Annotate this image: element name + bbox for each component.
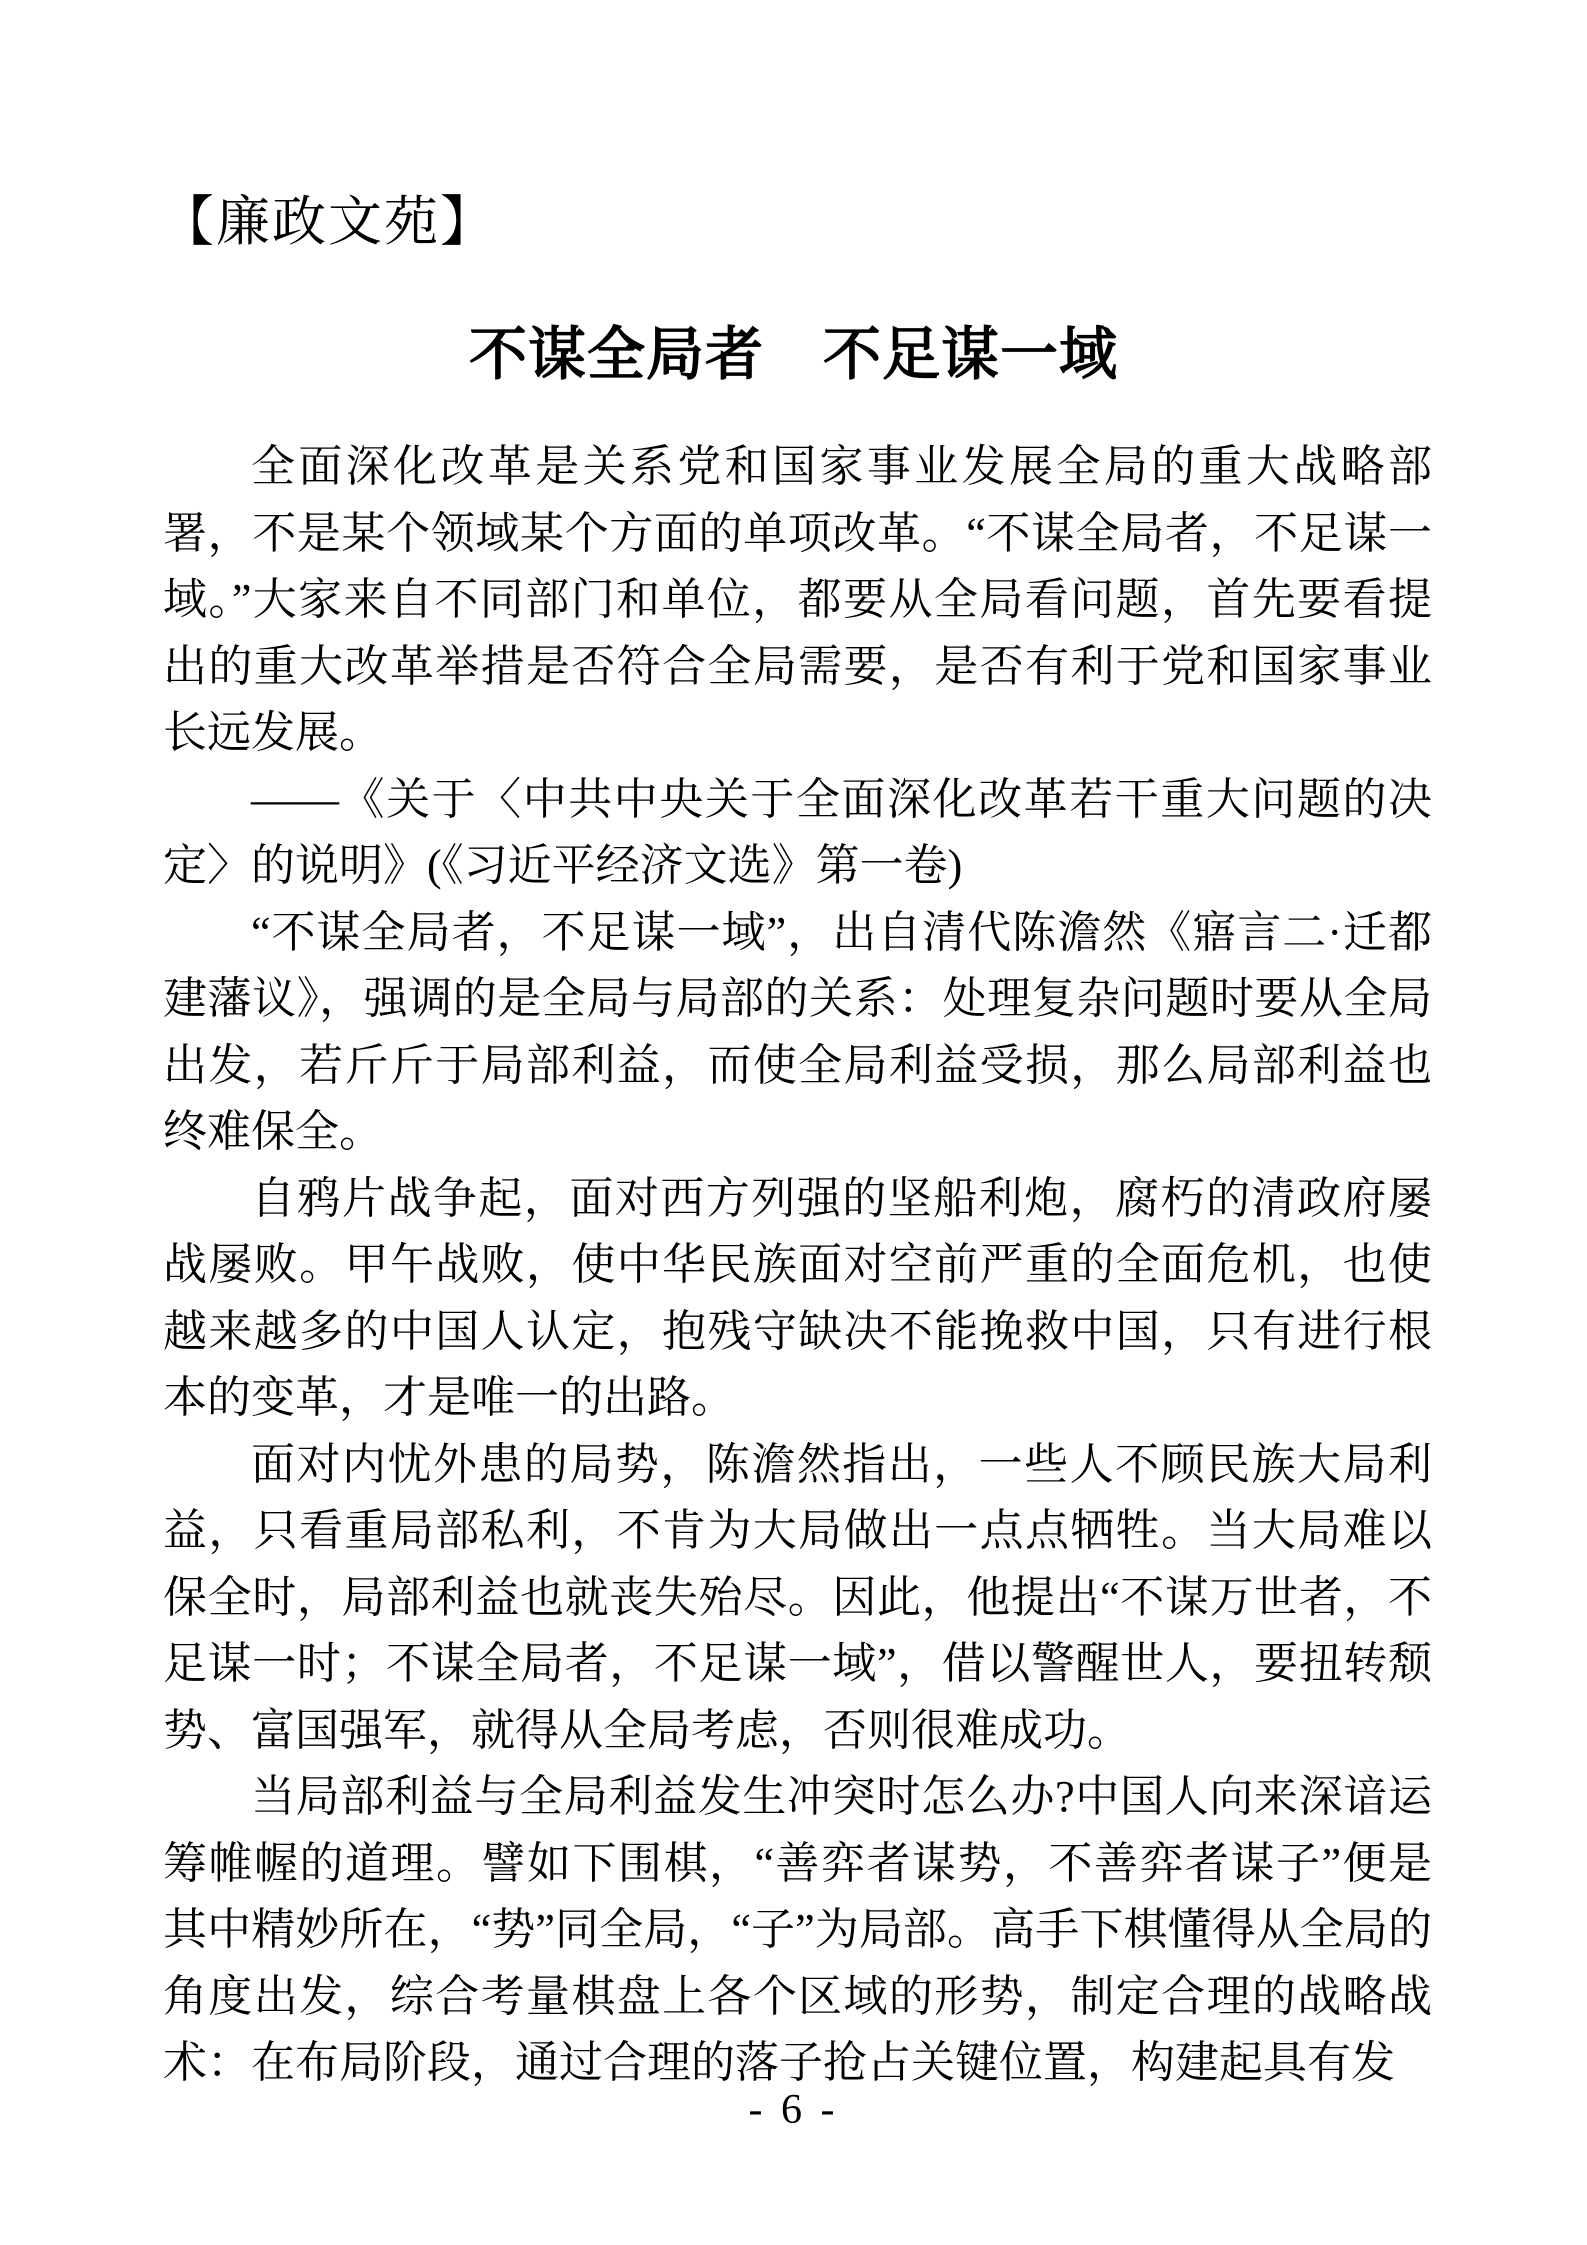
- section-label: 【廉政文苑】: [160, 192, 496, 252]
- page-number: - 6 -: [748, 2087, 839, 2133]
- paragraph: 自鸦片战争起，面对西方列强的坚船利炮，腐朽的清政府屡战屡败。甲午战败，使中华民族面对空前严重的全面危机，也使越来越多的中国人认定，抱残守缺决不能挽救中国，只有进行根本的变革，才是唯一的出路。: [163, 1173, 1432, 1422]
- paragraph: 全面深化改革是关系党和国家事业发展全局的重大战略部署，不是某个领域某个方面的单项改革。“不谋全局者，不足谋一域。”大家来自不同部门和单位，都要从全局看问题，首先要看提出的重大改革举措是否符合全局需要，是否有利于党和国家事业长远发展。: [163, 442, 1432, 757]
- article-body: [163, 434, 1432, 2097]
- paragraph: ——《关于〈中共中央关于全面深化改革若干重大问题的决定〉的说明》(《习近平经济文选》第一卷): [163, 774, 1432, 890]
- article-title: 不谋全局者 不足谋一域: [468, 322, 1118, 387]
- paragraph: “不谋全局者，不足谋一域”，出自清代陈澹然《寤言二·迁都建藩议》，强调的是全局与局部的关系：处理复杂问题时要从全局出发，若斤斤于局部利益，而使全局利益受损，那么局部利益也终难保全。: [163, 907, 1432, 1156]
- paragraph: 面对内忧外患的局势，陈澹然指出，一些人不顾民族大局利益，只看重局部私利，不肯为大局做出一点点牺牲。当大局难以保全时，局部利益也就丧失殆尽。因此，他提出“不谋万世者，不足谋一时；不谋全局者，不足谋一域”，借以警醒世人，要扭转颓势、富国强军，就得从全局考虑，否则很难成功。: [163, 1439, 1432, 1755]
- paragraph: 当局部利益与全局利益发生冲突时怎么办?中国人向来深谙运筹帷幄的道理。譬如下围棋，“善弈者谋势，不善弈者谋子”便是其中精妙所在，“势”同全局，“子”为局部。高手下棋懂得从全局的角度出发，综合考量棋盘上各个区域的形势，制定合理的战略战术：在布局阶段，通过合理的落子抢占关键位置，构建起具有发: [163, 1772, 1432, 2087]
